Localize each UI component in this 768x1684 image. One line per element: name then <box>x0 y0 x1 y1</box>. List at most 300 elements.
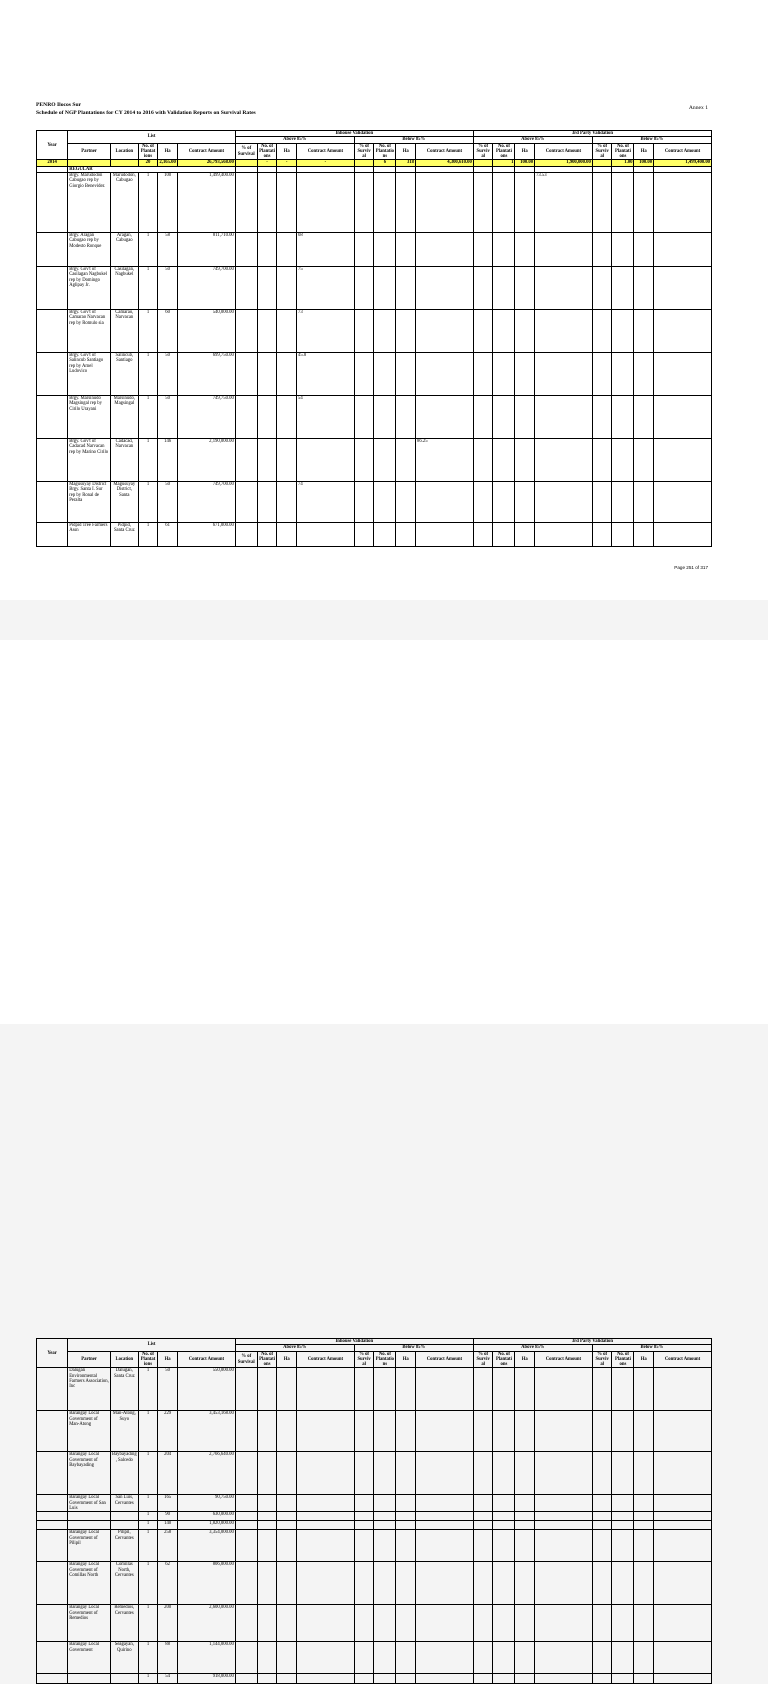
empty-cell <box>235 1642 257 1674</box>
empty-cell <box>235 439 257 482</box>
empty-cell <box>374 1368 396 1411</box>
empty-cell <box>592 1512 612 1521</box>
empty-cell <box>297 1368 355 1411</box>
empty-cell <box>416 1512 474 1521</box>
empty-cell <box>297 1512 355 1521</box>
empty-cell <box>515 523 535 547</box>
empty-cell <box>612 1605 634 1642</box>
empty-cell <box>654 1562 712 1605</box>
empty-cell <box>473 353 493 396</box>
plantations-cell: 1 <box>138 353 158 396</box>
thirdparty-survival-cell <box>416 267 474 310</box>
ha-cell: 54 <box>158 1674 178 1684</box>
empty-cell <box>592 523 612 547</box>
empty-cell <box>354 396 374 439</box>
table-row <box>37 1411 712 1452</box>
empty-cell <box>277 173 297 233</box>
empty-cell <box>354 1605 374 1642</box>
empty-cell <box>473 173 493 233</box>
empty-cell <box>277 396 297 439</box>
empty-cell <box>374 1530 396 1562</box>
empty-cell <box>592 1642 612 1674</box>
empty-cell <box>654 482 712 523</box>
empty-cell <box>612 1411 634 1452</box>
partner-cell: Magusuyay District Brgy. Santa I. Sur rep by Ronal de Peralta <box>68 482 111 523</box>
empty-cell <box>515 1368 535 1411</box>
empty-cell <box>354 482 374 523</box>
plantations-col-header: No. of Plantati ons <box>259 143 275 160</box>
empty-cell <box>354 1411 374 1452</box>
plantations-cell: 1 <box>138 1411 158 1452</box>
empty-cell <box>257 1530 277 1562</box>
empty-cell <box>654 1512 712 1521</box>
empty-cell <box>354 1674 374 1684</box>
table-row <box>37 1674 712 1684</box>
table-row <box>37 482 712 523</box>
plantations-col-header: No. of Plantati ons <box>259 1351 275 1368</box>
empty-cell <box>612 523 634 547</box>
empty-cell <box>374 439 396 482</box>
empty-cell <box>235 482 257 523</box>
empty-cell <box>634 233 654 267</box>
plantations-col-header: No. of Plantatio ns <box>375 1351 395 1368</box>
empty-cell <box>354 1521 374 1530</box>
empty-cell <box>396 1495 416 1512</box>
ha-col-header: Ha <box>158 143 178 160</box>
empty-cell <box>535 1674 593 1684</box>
year-cell <box>37 396 68 439</box>
partner-cell: Brgy. Marsinudo Magsingal rep by Cirilo Urayani <box>68 396 111 439</box>
empty-cell <box>515 233 535 267</box>
empty-cell <box>374 1674 396 1684</box>
empty-cell <box>493 1512 515 1521</box>
empty-cell <box>535 1521 593 1530</box>
empty-cell <box>473 1495 493 1512</box>
empty-cell <box>257 1605 277 1642</box>
thirdparty-survival-cell <box>416 173 474 233</box>
partner-cell <box>68 1512 111 1521</box>
ha-cell: 165 <box>158 1495 178 1512</box>
empty-cell <box>374 1452 396 1495</box>
empty-cell <box>416 1562 474 1605</box>
empty-cell <box>634 1642 654 1674</box>
empty-cell <box>277 439 297 482</box>
empty-cell <box>592 482 612 523</box>
empty-cell <box>515 1512 535 1521</box>
location-cell <box>110 1674 138 1684</box>
empty-cell <box>297 1562 355 1605</box>
empty-cell <box>257 523 277 547</box>
empty-cell <box>396 233 416 267</box>
thirdparty-below-survival-cell <box>535 233 593 267</box>
year-header: Year <box>37 131 68 160</box>
ha-cell: 50 <box>158 482 178 523</box>
inhouse-below85-header: Below 85% <box>354 137 473 143</box>
year-cell <box>37 1605 68 1642</box>
empty-cell <box>612 353 634 396</box>
contract-amount-cell: 550,000.00 <box>177 1368 235 1411</box>
empty-cell <box>257 1411 277 1452</box>
table-row <box>37 1368 712 1411</box>
thirdparty-survival-cell: 86.25 <box>416 439 474 482</box>
ha-col-header: Ha <box>277 1351 297 1368</box>
contract-col-header: Contract Amount <box>535 143 593 160</box>
empty-cell <box>235 353 257 396</box>
plantations-col-header: No. of Plantat ions <box>138 143 158 160</box>
empty-cell <box>654 1530 712 1562</box>
empty-cell <box>235 1495 257 1512</box>
empty-cell <box>297 1411 355 1452</box>
empty-cell <box>535 1368 593 1411</box>
empty-cell <box>235 233 257 267</box>
empty-cell <box>654 1605 712 1642</box>
location-cell: Magusuyay District, Santa <box>110 482 138 523</box>
empty-cell <box>634 1495 654 1512</box>
partner-cell: Barangay Local Government of Man-Atong <box>68 1411 111 1452</box>
location-cell: Pidpid, Santa Cruz <box>110 523 138 547</box>
partner-cell: Barangay Local Government <box>68 1642 111 1674</box>
empty-cell <box>634 439 654 482</box>
empty-cell <box>396 1642 416 1674</box>
inhouse-survival-cell: 74 <box>297 482 355 523</box>
year-cell <box>37 353 68 396</box>
empty-cell <box>257 267 277 310</box>
empty-cell <box>297 1530 355 1562</box>
empty-cell <box>493 439 515 482</box>
empty-cell <box>257 1642 277 1674</box>
table-row <box>37 310 712 353</box>
empty-cell <box>235 310 257 353</box>
plantations-cell: 1 <box>138 1495 158 1512</box>
location-col-header: Location <box>110 143 138 160</box>
empty-cell <box>396 310 416 353</box>
empty-cell <box>473 439 493 482</box>
third-party-validation-header: 3rd Party Validation <box>473 1339 711 1345</box>
list-header: List <box>68 131 236 144</box>
empty-cell <box>374 1512 396 1521</box>
empty-cell <box>277 233 297 267</box>
contract-amount-cell: 1,820,000.00 <box>177 1521 235 1530</box>
empty-cell <box>612 1642 634 1674</box>
plantations-col-header: No. of Plantati ons <box>493 143 515 160</box>
empty-cell <box>257 482 277 523</box>
empty-cell <box>257 396 277 439</box>
empty-cell <box>297 1642 355 1674</box>
empty-cell <box>396 482 416 523</box>
empty-cell <box>473 482 493 523</box>
location-cell: Man-Atong, Suyo <box>110 1411 138 1452</box>
empty-cell <box>592 1530 612 1562</box>
empty-cell <box>257 173 277 233</box>
empty-cell <box>612 1512 634 1521</box>
thirdparty-survival-cell <box>416 233 474 267</box>
survival-col-header: % of Surviv al <box>592 143 612 160</box>
table-row <box>37 1512 712 1521</box>
document-title: Schedule of NGP Plantations for CY 2014 to 2016 with Validation Reports on Survival Rates <box>36 110 256 116</box>
empty-cell <box>515 1562 535 1605</box>
empty-cell <box>535 1642 593 1674</box>
empty-cell <box>277 482 297 523</box>
empty-cell <box>354 1512 374 1521</box>
empty-cell <box>396 1452 416 1495</box>
location-cell: Seagayan, Quirino <box>110 1642 138 1674</box>
empty-cell <box>634 1530 654 1562</box>
empty-cell <box>654 439 712 482</box>
total-cell: 1,499,400.00 <box>654 160 712 166</box>
location-cell: Casilagan, Nagbukel <box>110 267 138 310</box>
empty-cell <box>515 439 535 482</box>
plantations-cell: 1 <box>138 173 158 233</box>
location-cell: Marsinudo, Magsingal <box>110 396 138 439</box>
thirdparty-below-survival-cell: 73.53 <box>535 173 593 233</box>
empty-cell <box>634 1452 654 1495</box>
empty-cell <box>515 1605 535 1642</box>
empty-cell <box>515 1674 535 1684</box>
empty-cell <box>374 523 396 547</box>
plantations-cell: 1 <box>138 523 158 547</box>
partner-cell <box>68 1674 111 1684</box>
empty-cell <box>473 523 493 547</box>
inhouse-below85-header: Below 85% <box>354 1345 473 1351</box>
empty-cell <box>374 1411 396 1452</box>
empty-cell <box>374 173 396 233</box>
total-contract-cell: 26,793,568.00 <box>177 160 235 166</box>
empty-cell <box>374 1562 396 1605</box>
schedule-table <box>36 130 712 547</box>
ha-col-header: Ha <box>515 1351 535 1368</box>
ha-cell: 229 <box>158 1411 178 1452</box>
empty-cell <box>354 1642 374 1674</box>
survival-col-header: % of Surviv al <box>473 1351 493 1368</box>
contract-amount-cell: 749,700.00 <box>177 267 235 310</box>
empty-cell <box>277 267 297 310</box>
total-cell: 1 <box>493 160 515 166</box>
year-cell <box>37 233 68 267</box>
empty-cell <box>277 1674 297 1684</box>
empty-cell <box>612 233 634 267</box>
empty-cell <box>654 1521 712 1530</box>
empty-cell <box>612 1368 634 1411</box>
ha-col-header: Ha <box>634 143 654 160</box>
ha-cell: 58 <box>158 233 178 267</box>
empty-cell <box>634 523 654 547</box>
empty-cell <box>592 1452 612 1495</box>
thirdparty-below85-header: Below 85% <box>592 1345 711 1351</box>
empty-cell <box>493 1605 515 1642</box>
document-page-2 <box>0 640 768 1680</box>
total-cell: 100.00 <box>515 160 535 166</box>
thirdparty-below-survival-cell <box>535 523 593 547</box>
empty-cell <box>257 1368 277 1411</box>
empty-cell <box>354 267 374 310</box>
ha-col-header: Ha <box>634 1351 654 1368</box>
empty-cell <box>634 1605 654 1642</box>
empty-cell <box>473 1530 493 1562</box>
contract-col-header: Contract Amount <box>297 1351 355 1368</box>
empty-cell <box>297 1674 355 1684</box>
empty-cell <box>612 1495 634 1512</box>
empty-cell <box>515 1452 535 1495</box>
empty-cell <box>515 310 535 353</box>
empty-cell <box>612 396 634 439</box>
partner-cell: Brgy. Gov't of Salincub Santiago rep by Arnel Ludovico <box>68 353 111 396</box>
inhouse-survival-cell: 54 <box>297 396 355 439</box>
survival-col-header: % of Survival <box>235 143 257 160</box>
contract-amount-cell: 630,000.00 <box>177 1512 235 1521</box>
empty-cell <box>473 396 493 439</box>
third-party-validation-header: 3rd Party Validation <box>473 131 711 137</box>
contract-amount-cell: 3,453,168.00 <box>177 1411 235 1452</box>
empty-cell <box>634 267 654 310</box>
year-cell <box>37 1495 68 1512</box>
year-cell <box>37 1512 68 1521</box>
inhouse-survival-cell: 75 <box>297 267 355 310</box>
location-cell <box>110 1512 138 1521</box>
empty-cell <box>473 1642 493 1674</box>
table-row <box>37 1495 712 1512</box>
empty-cell <box>515 1642 535 1674</box>
empty-cell <box>515 396 535 439</box>
empty-cell <box>634 310 654 353</box>
empty-cell <box>654 1674 712 1684</box>
table-row <box>37 1605 712 1642</box>
empty-cell <box>493 1674 515 1684</box>
empty-cell <box>535 1512 593 1521</box>
plantations-cell: 1 <box>138 1452 158 1495</box>
empty-cell <box>235 1605 257 1642</box>
empty-cell <box>354 439 374 482</box>
contract-amount-cell: 2,190,000.00 <box>177 439 235 482</box>
ha-cell: 200 <box>158 1605 178 1642</box>
empty-cell <box>374 482 396 523</box>
empty-cell <box>654 353 712 396</box>
empty-cell <box>612 1530 634 1562</box>
empty-cell <box>374 1521 396 1530</box>
empty-cell <box>277 1605 297 1642</box>
table-row <box>37 267 712 310</box>
empty-cell <box>396 1530 416 1562</box>
annex-label: Annex 1 <box>688 105 708 111</box>
contract-amount-cell: 699,750.00 <box>177 353 235 396</box>
empty-cell <box>634 396 654 439</box>
empty-cell <box>473 1605 493 1642</box>
inhouse-survival-cell <box>297 439 355 482</box>
survival-col-header: % of Surviv al <box>354 143 374 160</box>
empty-cell <box>515 1530 535 1562</box>
empty-cell <box>416 1642 474 1674</box>
total-cell: - <box>277 160 297 166</box>
plantations-cell: 1 <box>138 1642 158 1674</box>
empty-cell <box>473 1521 493 1530</box>
empty-cell <box>493 1530 515 1562</box>
total-cell: 1,900,000.00 <box>535 160 593 166</box>
empty-cell <box>416 1411 474 1452</box>
year-cell <box>37 1521 68 1530</box>
plantations-cell: 1 <box>138 1521 158 1530</box>
plantations-cell: 1 <box>138 1562 158 1605</box>
ha-cell: 62 <box>158 1562 178 1605</box>
empty-cell <box>277 1562 297 1605</box>
contract-col-header: Contract Amount <box>177 1351 235 1368</box>
location-cell: Baybayading, Salcedo <box>110 1452 138 1495</box>
contract-amount-cell: 749,750.00 <box>177 396 235 439</box>
empty-cell <box>515 267 535 310</box>
empty-cell <box>235 1530 257 1562</box>
ha-cell: 100 <box>158 173 178 233</box>
empty-cell <box>612 1521 634 1530</box>
empty-cell <box>277 1411 297 1452</box>
partner-col-header: Partner <box>68 143 111 160</box>
plantations-cell: 1 <box>138 396 158 439</box>
table-row <box>37 173 712 233</box>
partner-cell: Barangay Local Government of San Luis <box>68 1495 111 1512</box>
empty-cell <box>277 1452 297 1495</box>
empty-cell <box>416 1495 474 1512</box>
table-row <box>37 1562 712 1605</box>
year-cell <box>37 1642 68 1674</box>
empty-cell <box>235 173 257 233</box>
empty-cell <box>396 523 416 547</box>
thirdparty-survival-cell <box>416 353 474 396</box>
contract-amount-cell: 2,766,640.00 <box>177 1452 235 1495</box>
thirdparty-above85-header: Above 85% <box>473 1345 592 1351</box>
empty-cell <box>235 523 257 547</box>
contract-col-header: Contract Amount <box>177 143 235 160</box>
empty-cell <box>396 353 416 396</box>
partner-col-header: Partner <box>68 1351 111 1368</box>
ha-cell: 146 <box>158 439 178 482</box>
empty-cell <box>277 1368 297 1411</box>
empty-cell <box>654 233 712 267</box>
empty-cell <box>235 396 257 439</box>
empty-cell <box>493 1452 515 1495</box>
year-cell <box>37 523 68 547</box>
empty-cell <box>592 1674 612 1684</box>
empty-cell <box>535 1605 593 1642</box>
empty-cell <box>297 1605 355 1642</box>
location-cell: San Luis, Cervantes <box>110 1495 138 1512</box>
empty-cell <box>374 353 396 396</box>
plantations-cell: 1 <box>138 482 158 523</box>
empty-cell <box>612 439 634 482</box>
empty-cell <box>396 439 416 482</box>
year-header: Year <box>37 1339 68 1368</box>
empty-cell <box>654 1452 712 1495</box>
empty-cell <box>535 1452 593 1495</box>
inhouse-above85-header: Above 85% <box>235 137 354 143</box>
empty-cell <box>634 1512 654 1521</box>
total-cell: 6 <box>374 160 396 166</box>
empty-cell <box>535 1562 593 1605</box>
empty-cell <box>493 173 515 233</box>
plantations-cell: 1 <box>138 439 158 482</box>
empty-cell <box>592 267 612 310</box>
total-plantations-cell: 20 <box>138 160 158 166</box>
partner-cell: Brgy. Gov't of Casilagan Nagbukel rep by Domingo Aglipay Jr. <box>68 267 111 310</box>
year-cell <box>37 439 68 482</box>
empty-cell <box>374 233 396 267</box>
plantations-col-header: No. of Plantati ons <box>612 143 634 160</box>
empty-cell <box>493 482 515 523</box>
empty-cell <box>396 1368 416 1411</box>
contract-amount-cell: 749,700.00 <box>177 482 235 523</box>
thirdparty-below-survival-cell <box>535 439 593 482</box>
empty-cell <box>354 233 374 267</box>
empty-cell <box>612 482 634 523</box>
contract-col-header: Contract Amount <box>535 1351 593 1368</box>
inhouse-survival-cell: 73 <box>297 310 355 353</box>
empty-cell <box>654 1495 712 1512</box>
